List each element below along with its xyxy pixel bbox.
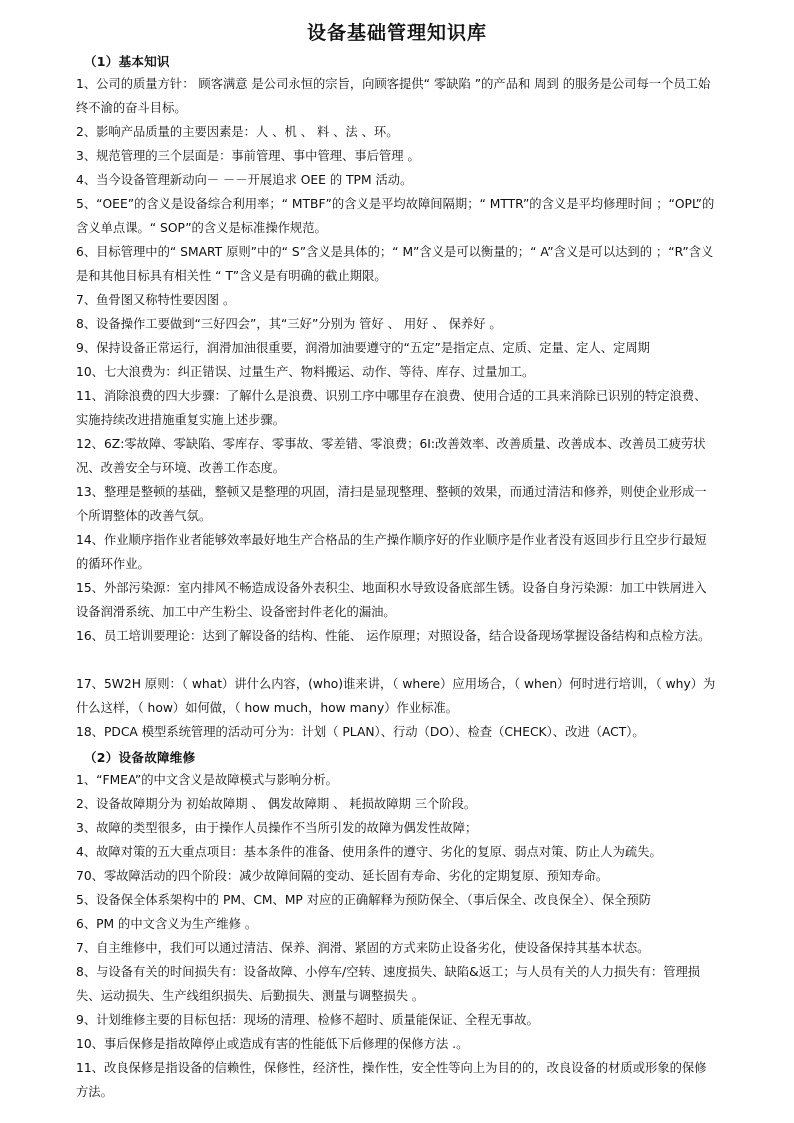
- paragraph-item: 11、消除浪费的四大步骤：了解什么是浪费、识别工序中哪里存在浪费、使用合适的工具来消除已识别的特定浪费、实施持续改进措施重复实施上述步骤。: [76, 389, 707, 427]
- paragraph-item: 10、事后保修是指故障停止或造成有害的性能低下后修理的保修方法 .。: [76, 1037, 469, 1051]
- paragraph-item: 3、规范管理的三个层面是：事前管理、事中管理、事后管理 。: [76, 149, 420, 163]
- paragraph-item: 1、“FMEA”的中文含义是故障模式与影响分析。: [76, 773, 338, 787]
- paragraph-item: 11、改良保修是指设备的信赖性，保修性，经济性，操作性，安全性等向上为目的的，改良设备的材质或形象的保修方法。: [76, 1061, 707, 1099]
- paragraph-item: 15、外部污染源：室内排风不畅造成设备外表积尘、地面积水导致设备底部生锈。设备自身污染源：加工中铁屑进入设备润滑系统、加工中产生粉尘、设备密封件老化的漏油。: [76, 581, 707, 619]
- paragraph-item: 5、设备保全体系架构中的 PM、CM、MP 对应的正确解释为预防保全、（事后保全、改良保全）、保全预防: [76, 893, 652, 907]
- paragraph-item: 7、鱼骨图又称特性要因图 。: [76, 293, 236, 307]
- document-title: 设备基础管理知识库: [306, 22, 487, 44]
- paragraph-item: 16、员工培训要理论：达到了解设备的结构、性能、 运作原理；对照设备，结合设备现场掌握设备结构和点检方法。: [76, 629, 711, 643]
- paragraph-item: 2、设备故障期分为 初始故障期 、 偶发故障期 、 耗损故障期 三个阶段。: [76, 797, 477, 811]
- paragraph-item: 8、设备操作工要做到“三好四会”，其“三好”分别为 管好 、 用好 、 保养好 。: [76, 317, 502, 331]
- paragraph-item: 5、“OEE”的含义是设备综合利用率；“ MTBF”的含义是平均故障间隔期；“ MTTR”的含义是平均修理时间 ；“OPL”的含义单点课。“ SOP”的含义是标准操作规范。: [76, 197, 715, 235]
- paragraph-item: 10、七大浪费为：纠正错误、过量生产、物料搬运、动作、等待、库存、过量加工。: [76, 365, 535, 379]
- paragraph-item: 6、PM 的中文含义为生产维修 。: [76, 917, 258, 931]
- paragraph-item: 7、自主维修中，我们可以通过清洁、保养、润滑、紧固的方式来防止设备劣化，使设备保持其基本状态。: [76, 941, 650, 955]
- paragraph-item: 2、影响产品质量的主要因素是：人 、机 、 料 、法 、环。: [76, 125, 399, 139]
- paragraph-item: 1、公司的质量方针： 顾客满意 是公司永恒的宗旨，向顾客提供“ 零缺陷 ”的产品和 周到 的服务是公司每一个员工始终不渝的奋斗目标。: [76, 77, 711, 115]
- paragraph-item: 4、故障对策的五大重点项目：基本条件的准备、使用条件的遵守、劣化的复原、弱点对策、防止人为疏失。: [76, 845, 662, 859]
- paragraph-item: 4、当今设备管理新动向－ －－开展追求 OEE 的 TPM 活动。: [76, 173, 413, 187]
- paragraph-item: 70、零故障活动的四个阶段：减少故障间隔的变动、延长固有寿命、劣化的定期复原、预知寿命。: [76, 869, 609, 883]
- paragraph-item: 9、计划维修主要的目标包括：现场的清理、检修不超时、质量能保证、全程无事故。: [76, 1013, 539, 1027]
- paragraph-item: 3、故障的类型很多，由于操作人员操作不当所引发的故障为偶发性故障；: [76, 821, 478, 835]
- paragraph-item: 18、PDCA 模型系统管理的活动可分为：计划（ PLAN）、行动（DO）、检查（CHECK）、改进（ACT）。: [76, 725, 645, 739]
- paragraph-item: 17、5W2H 原则：（ what）讲什么内容，(who)谁来讲，（ where）应用场合，（ when）何时进行培训，（ why）为什么这样，（ how）如何做，（ how much，how many）作业标准。: [76, 677, 716, 715]
- paragraph-item: 14、作业顺序指作业者能够效率最好地生产合格品的生产操作顺序好的作业顺序是作业者没有返回步行且空步行最短的循环作业。: [76, 533, 707, 571]
- section-heading-basic-knowledge: （1）基本知识: [84, 54, 170, 69]
- paragraph-item: 8、与设备有关的时间损失有：设备故障、小停车/空转、速度损失、缺陷&返工；与人员有关的人力损失有：管理损失、运动损失、生产线组织损失、后勤损失、测量与调整损失 。: [76, 965, 701, 1003]
- paragraph-item: 12、6Z:零故障、零缺陷、零库存、零事故、零差错、零浪费；6I:改善效率、改善质量、改善成本、改善员工疲劳状况、改善安全与环境、改善工作态度。: [76, 437, 706, 475]
- paragraph-item: 9、保持设备正常运行，润滑加油很重要，润滑加油要遵守的“五定”是指定点、定质、定量、定人、定周期: [76, 341, 650, 355]
- paragraph-item: 13、整理是整顿的基础，整顿又是整理的巩固，清扫是显现整理、整顿的效果，而通过清洁和修养，则使企业形成一个所谓整体的改善气氛。: [76, 485, 707, 523]
- paragraph-item: 6、目标管理中的“ SMART 原则”中的“ S”含义是具体的；“ M”含义是可以衡量的；“ A”含义是可以达到的 ；“R”含义是和其他目标具有相关性 “ T”含义是有明确的截止期限。: [76, 245, 714, 283]
- section-heading-fault-repair: （2）设备故障维修: [84, 750, 196, 765]
